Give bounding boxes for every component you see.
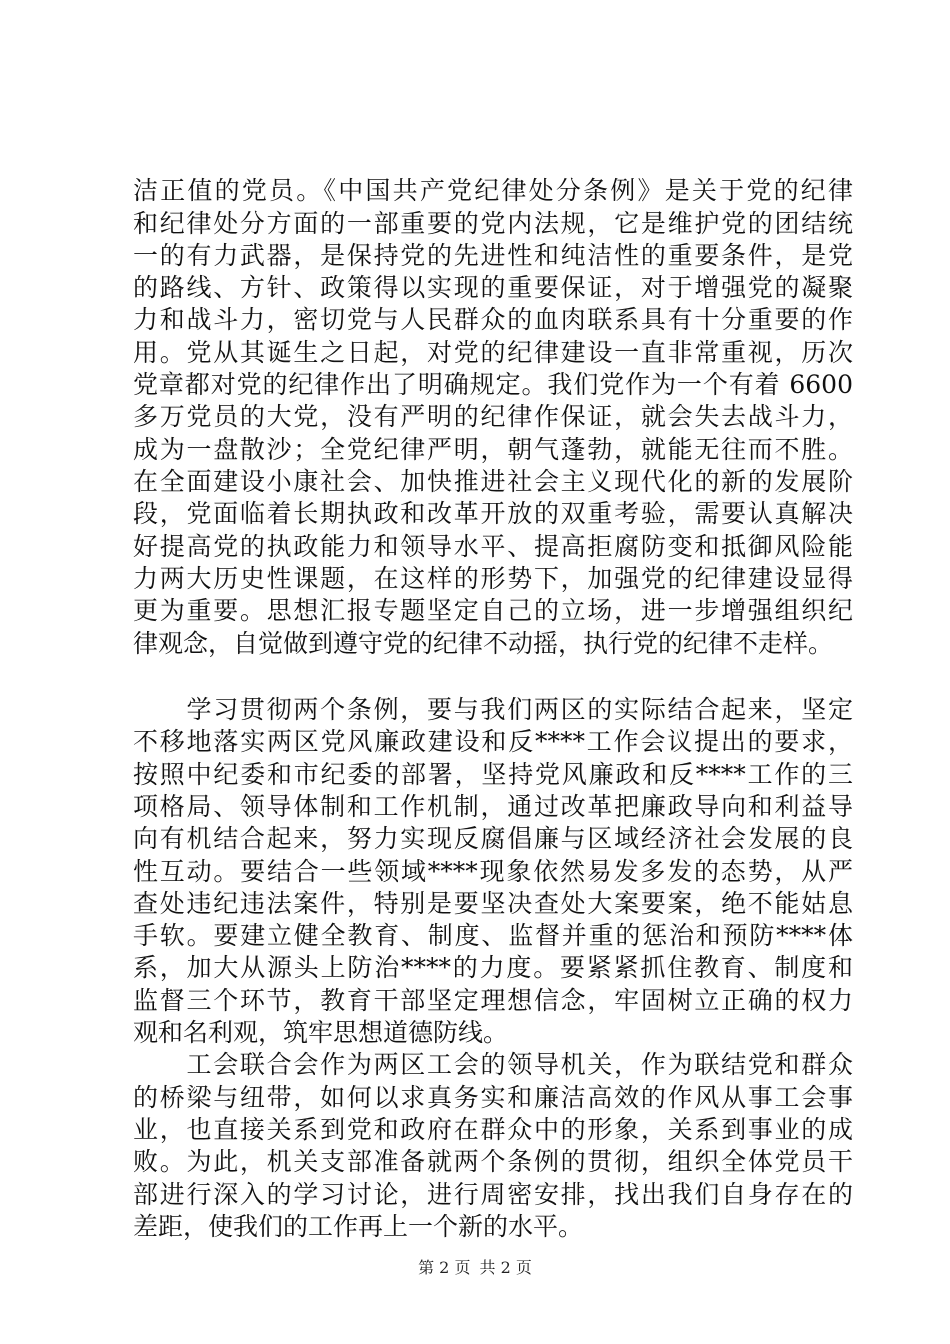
- text-line: 部进行深入的学习讨论，进行周密安排，找出我们自身存在的: [133, 1180, 853, 1209]
- page-total: 共 2 页: [479, 1258, 532, 1277]
- text-line: 段，党面临着长期执政和改革开放的双重考验，需要认真解决: [133, 499, 853, 528]
- text-line: 手软。要建立健全教育、制度、监督并重的惩治和预防****体: [133, 921, 853, 950]
- text-line: 用。党从其诞生之日起，对党的纪律建设一直非常重视，历次: [133, 338, 853, 367]
- text-line: 好提高党的执政能力和领导水平、提高拒腐防变和抵御风险能: [133, 532, 853, 561]
- text-line: 学习贯彻两个条例，要与我们两区的实际结合起来，坚定: [133, 695, 853, 724]
- page-footer: [0, 1258, 950, 1278]
- text-line: 业，也直接关系到党和政府在群众中的形象，关系到事业的成: [133, 1115, 853, 1144]
- text-line: 差距，使我们的工作再上一个新的水平。: [133, 1212, 584, 1241]
- text-line: 系，加大从源头上防治****的力度。要紧紧抓住教育、制度和: [133, 953, 853, 982]
- text-line: 监督三个环节，教育干部坚定理想信念，牢固树立正确的权力: [133, 986, 853, 1015]
- text-line: 向有机结合起来，努力实现反腐倡廉与区域经济社会发展的良: [133, 824, 853, 853]
- text-line: 项格局、领导体制和工作机制，通过改革把廉政导向和利益导: [133, 792, 853, 821]
- text-line: 性互动。要结合一些领域****现象依然易发多发的态势，从严: [133, 857, 853, 886]
- text-line: 在全面建设小康社会、加快推进社会主义现代化的新的发展阶: [133, 467, 853, 496]
- text-line: 力和战斗力，密切党与人民群众的血肉联系具有十分重要的作: [133, 305, 853, 334]
- text-line: 力两大历史性课题，在这样的形势下，加强党的纪律建设显得: [133, 564, 853, 593]
- text-line: 的路线、方针、政策得以实现的重要保证，对于增强党的凝聚: [133, 273, 853, 302]
- text-line: 的桥梁与纽带，如何以求真务实和廉洁高效的作风从事工会事: [133, 1083, 853, 1112]
- text-line: 洁正值的党员。《中国共产党纪律处分条例》是关于党的纪律: [133, 176, 853, 205]
- text-line: 多万党员的大党，没有严明的纪律作保证，就会失去战斗力，: [133, 402, 853, 431]
- text-line: 成为一盘散沙；全党纪律严明，朝气蓬勃，就能无往而不胜。: [133, 435, 853, 464]
- text-line: 查处违纪违法案件，特别是要坚决查处大案要案，绝不能姑息: [133, 889, 853, 918]
- text-line: 按照中纪委和市纪委的部署，坚持党风廉政和反****工作的三: [133, 760, 853, 789]
- text-line: 党章都对党的纪律作出了明确规定。我们党作为一个有着 6600: [133, 370, 853, 399]
- text-line: 不移地落实两区党风廉政建设和反****工作会议提出的要求，: [133, 727, 853, 756]
- text-line: 和纪律处分方面的一部重要的党内法规，它是维护党的团结统: [133, 209, 853, 238]
- page-number: 第 2 页: [418, 1258, 471, 1277]
- text-line: 律观念，自觉做到遵守党的纪律不动摇，执行党的纪律不走样。: [133, 629, 834, 658]
- text-line: 一的有力武器，是保持党的先进性和纯洁性的重要条件，是党: [133, 241, 853, 270]
- text-line: 败。为此，机关支部准备就两个条例的贯彻，组织全体党员干: [133, 1147, 853, 1176]
- text-line: 观和名利观，筑牢思想道德防线。: [133, 1018, 509, 1047]
- text-line: 工会联合会作为两区工会的领导机关，作为联结党和群众: [133, 1050, 853, 1079]
- text-line: 更为重要。思想汇报专题坚定自己的立场，进一步增强组织纪: [133, 596, 853, 625]
